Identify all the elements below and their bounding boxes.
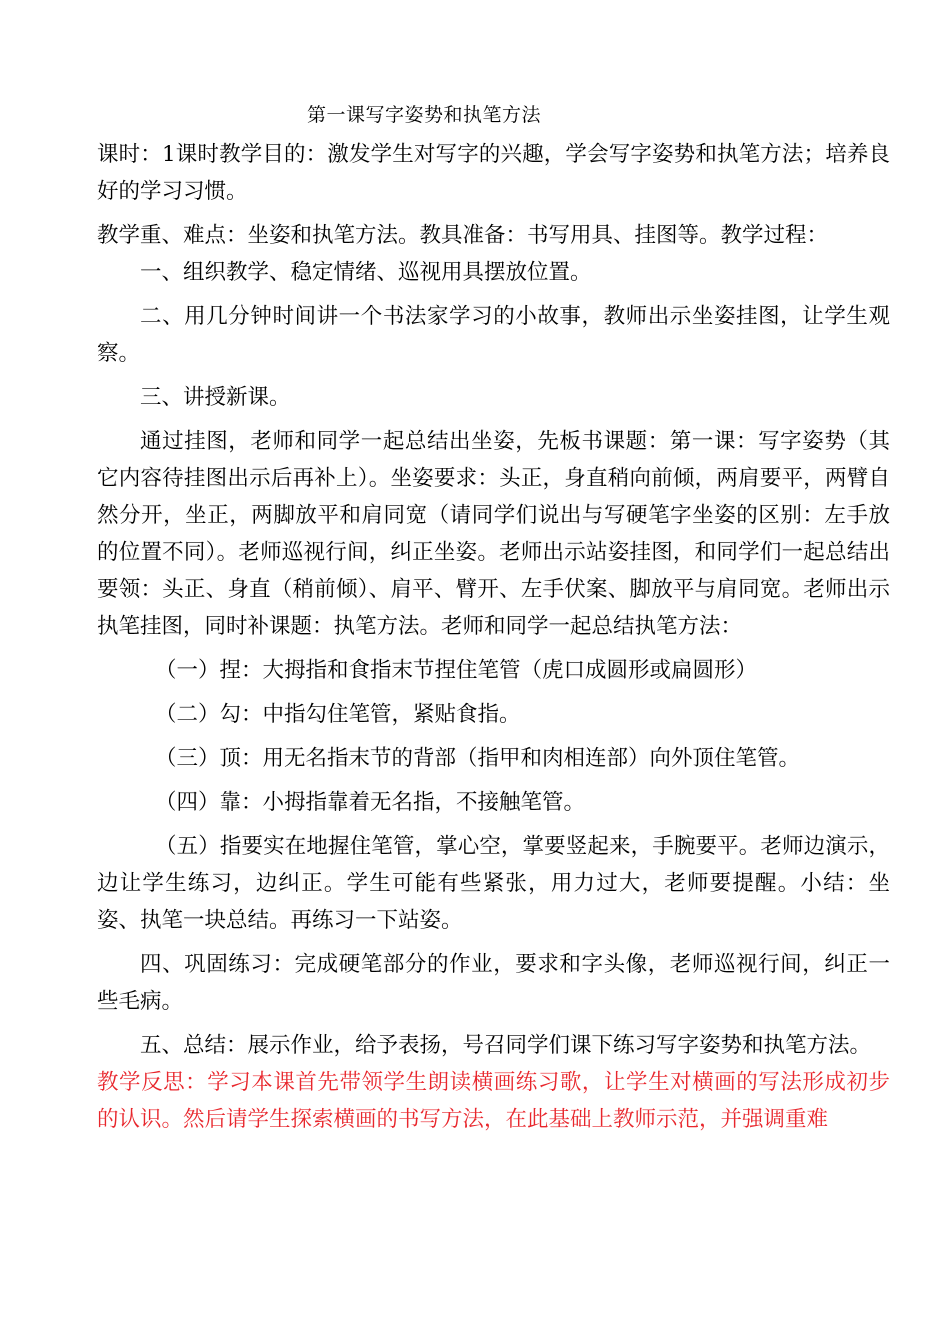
step-two-paragraph: 二、用几分钟时间讲一个书法家学习的小故事，教师出示坐姿挂图，让学生观察。 <box>97 304 890 366</box>
grip-point-two: （二）勾：中指勾住笔管，紧贴食指。 <box>155 702 521 727</box>
grip-point-one: （一）捏：大拇指和食指末节捏住笔管（虎口成圆形或扁圆形） <box>155 658 758 683</box>
step-four-paragraph: 四、巩固练习：完成硬笔部分的作业，要求和字头像，老师巡视行间，纠正一些毛病。 <box>97 952 890 1014</box>
document-body <box>97 136 890 1138</box>
step-one-paragraph: 一、组织教学、稳定情绪、巡视用具摆放位置。 <box>140 260 592 285</box>
lesson-info-paragraph: 课时：1课时教学目的：激发学生对写字的兴趣，学会写字姿势和执笔方法；培养良好的学习习惯。 <box>97 142 890 204</box>
step-three-paragraph: 三、讲授新课。 <box>140 385 291 410</box>
grip-point-five: （五）指要实在地握住笔管，掌心空，掌要竖起来，手腕要平。老师边演示，边让学生练习，边纠正。学生可能有些紧张，用力过大，老师要提醒。小结：坐姿、执笔一块总结。再练习一下站姿。 <box>97 834 890 933</box>
key-points-paragraph: 教学重、难点：坐姿和执笔方法。教具准备：书写用具、挂图等。教学过程： <box>97 223 829 248</box>
teaching-reflection-paragraph: 教学反思：学习本课首先带领学生朗读横画练习歌，让学生对横画的写法形成初步的认识。然后请学生探索横画的书写方法，在此基础上教师示范，并强调重难 <box>97 1070 890 1132</box>
grip-point-four: （四）靠：小拇指靠着无名指，不接触笔管。 <box>155 790 586 815</box>
lesson-title: 第一课写字姿势和执笔方法 <box>307 104 542 126</box>
grip-point-three: （三）顶：用无名指末节的背部（指甲和肉相连部）向外顶住笔管。 <box>155 746 801 771</box>
step-five-paragraph: 五、总结：展示作业，给予表扬，号召同学们课下练习写字姿势和执笔方法。 <box>140 1033 872 1058</box>
posture-paragraph: 通过挂图，老师和同学一起总结出坐姿，先板书课题：第一课：写字姿势（其它内容待挂图出示后再补上）。坐姿要求：头正，身直稍向前倾，两肩要平，两臂自然分开，坐正，两脚放平和肩同宽（请同学们说出与写硬笔字坐姿的区别：左手放的位置不同）。老师巡视行间，纠正坐姿。老师出示站姿挂图，和同学们一起总结出要领：头正、身直（稍前倾）、肩平、臂开、左手伏案、脚放平与肩同宽。老师出示执笔挂图，同时补课题：执笔方法。老师和同学一起总结执笔方法： <box>97 429 890 639</box>
